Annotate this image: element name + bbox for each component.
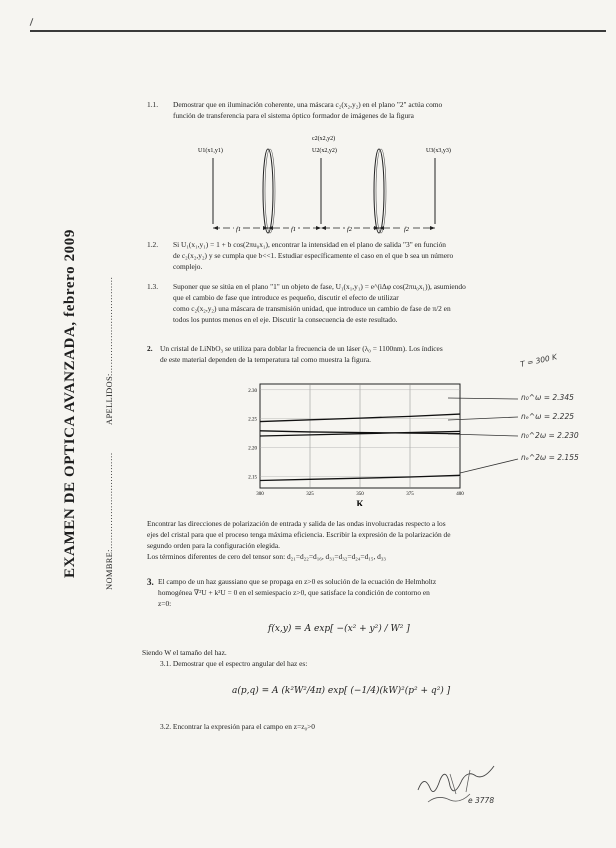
q1-3-text-line1: Suponer que se sitúa en el plano "1" un objeto de fase, U₁(x₁,y₁) = e^(iΔφ cos(2πu₀x₁)), asumiendo bbox=[173, 282, 466, 291]
annotation-no-2omega: n₀^2ω = 2.230 bbox=[521, 431, 579, 440]
apellidos-field: APELLIDOS:…………………………… bbox=[104, 276, 114, 425]
distance-f1-b: f1 bbox=[291, 226, 297, 233]
y-tick-label: 2.25 bbox=[248, 417, 257, 423]
formula-boundary-condition: f(x,y) = A exp[ −(x² + y²) / W² ] bbox=[268, 624, 410, 634]
label-c2: c2(x2,y2) bbox=[312, 136, 336, 142]
annotation-no-omega: n₀^ω = 2.345 bbox=[521, 393, 574, 402]
q3-intro-line2: homogénea ∇²U + k²U = 0 en el semiespacio z>0, que satisface la condición de contorno en bbox=[158, 588, 430, 597]
distance-f2-a: f2 bbox=[347, 226, 353, 233]
q3-intro-line1: El campo de un haz gaussiano que se propaga en z>0 es solución de la ecuación de Helmholtz bbox=[158, 577, 437, 586]
signature-note: e 3778 bbox=[468, 796, 495, 805]
q3-intro-line3: z=0: bbox=[158, 599, 172, 608]
handwritten-scribble bbox=[410, 760, 530, 816]
x-tick-label: 325 bbox=[306, 492, 314, 497]
q3-siendo: Siendo W el tamaño del haz. bbox=[142, 648, 227, 657]
q1-1-number: 1.1. bbox=[147, 100, 159, 109]
q2-number: 2. bbox=[147, 344, 153, 353]
q1-3-text-line3: como c₂(x₂,y₂) una máscara de transmisión unidad, que introduce un cambio de fase de π/2 en bbox=[173, 304, 451, 313]
exam-title: EXAMEN DE OPTICA AVANZADA, febrero 2009 bbox=[62, 229, 78, 578]
q2-after-line1: Encontrar las direcciones de polarización de entrada y salida de las ondas involucradas respecto a los bbox=[147, 519, 446, 528]
temperature-note: T = 300 K bbox=[519, 352, 558, 369]
distance-f1-a: f1 bbox=[236, 226, 242, 233]
y-tick-label: 2.15 bbox=[248, 475, 257, 481]
optical-system-diagram bbox=[190, 128, 490, 238]
q1-2-text-line2: de c₂(x₂,y₂) y se cumpla que b<<1. Estudiar específicamente el caso en el que b sea un número bbox=[173, 251, 454, 260]
top-rule bbox=[30, 30, 606, 32]
x-tick-label: 375 bbox=[406, 492, 414, 497]
distance-f2-b: f2 bbox=[404, 226, 410, 233]
q2-after-line3: segundo orden para la configuración elegida. bbox=[147, 541, 280, 550]
annotation-ne-omega: nₑ^ω = 2.225 bbox=[521, 412, 574, 421]
formula-angular-spectrum: a(p,q) = A (k²W²/4π) exp[ (−1/4)(kW)²(p² + q²) ] bbox=[232, 686, 451, 696]
q2-intro-line1: Un cristal de LiNbO₃ se utiliza para doblar la frecuencia de un láser (λ₀ = 1100nm). Los índices bbox=[160, 344, 443, 353]
annotation-arrows bbox=[440, 380, 520, 480]
q2-intro-line2: de este material dependen de la temperatura tal como muestra la figura. bbox=[160, 355, 371, 364]
label-u3: U3(x3,y3) bbox=[426, 148, 451, 154]
x-tick-label: 300 bbox=[256, 492, 264, 497]
lens-2 bbox=[374, 149, 384, 233]
y-tick-label: 2.20 bbox=[248, 446, 257, 452]
nombre-field: NOMBRE:…………………………… bbox=[104, 452, 114, 590]
q3-1-text: 3.1. Demostrar que el espectro angular del haz es: bbox=[160, 659, 308, 668]
label-u1: U1(x1,y1) bbox=[198, 148, 223, 154]
annotation-ne-2omega: nₑ^2ω = 2.155 bbox=[521, 453, 579, 462]
refractive-index-chart bbox=[232, 378, 472, 506]
q2-tensor-line: Los términos diferentes de cero del tensor son: d₂₁=d₂₂=d₁₆, d₃₁=d₃₂=d₂₄=d₁₅, d₃₃ bbox=[147, 552, 386, 561]
label-u2: U2(x2,y2) bbox=[312, 148, 337, 154]
q1-3-number: 1.3. bbox=[147, 282, 159, 291]
x-tick-label: 400 bbox=[456, 492, 464, 497]
q1-3-text-line4: todos los puntos menos en el eje. Discutir la consecuencia de este resultado. bbox=[173, 315, 398, 324]
q1-2-number: 1.2. bbox=[147, 240, 159, 249]
q3-number: 3. bbox=[147, 577, 154, 587]
q2-after-line2: ejes del cristal para que el proceso tenga máxima eficiencia. Escribir la expresión de la polarización de bbox=[147, 530, 451, 539]
q1-2-text-line3: complejo. bbox=[173, 262, 203, 271]
x-tick-label: 350 bbox=[356, 492, 364, 497]
q1-1-text-line1: Demostrar que en iluminación coherente, una máscara c₂(x₂,y₂) en el plano "2" actúa como bbox=[173, 100, 443, 109]
q1-1-text-line2: función de transferencia para el sistema óptico formador de imágenes de la figura bbox=[173, 111, 414, 120]
x-axis-label: K bbox=[356, 499, 364, 506]
margin-mark bbox=[30, 18, 34, 26]
q3-2-text: 3.2. Encontrar la expresión para el campo en z=z₀>0 bbox=[160, 722, 315, 731]
y-tick-label: 2.30 bbox=[248, 388, 257, 394]
q1-3-text-line2: que el cambio de fase que introduce es pequeño, discutir el efecto de utilizar bbox=[173, 293, 399, 302]
lens-1 bbox=[263, 149, 273, 233]
q1-2-text-line1: Si U₁(x₁,y₁) = 1 + b cos(2πu₀x₁), encontrar la intensidad en el plano de salida "3" en función bbox=[173, 240, 446, 249]
